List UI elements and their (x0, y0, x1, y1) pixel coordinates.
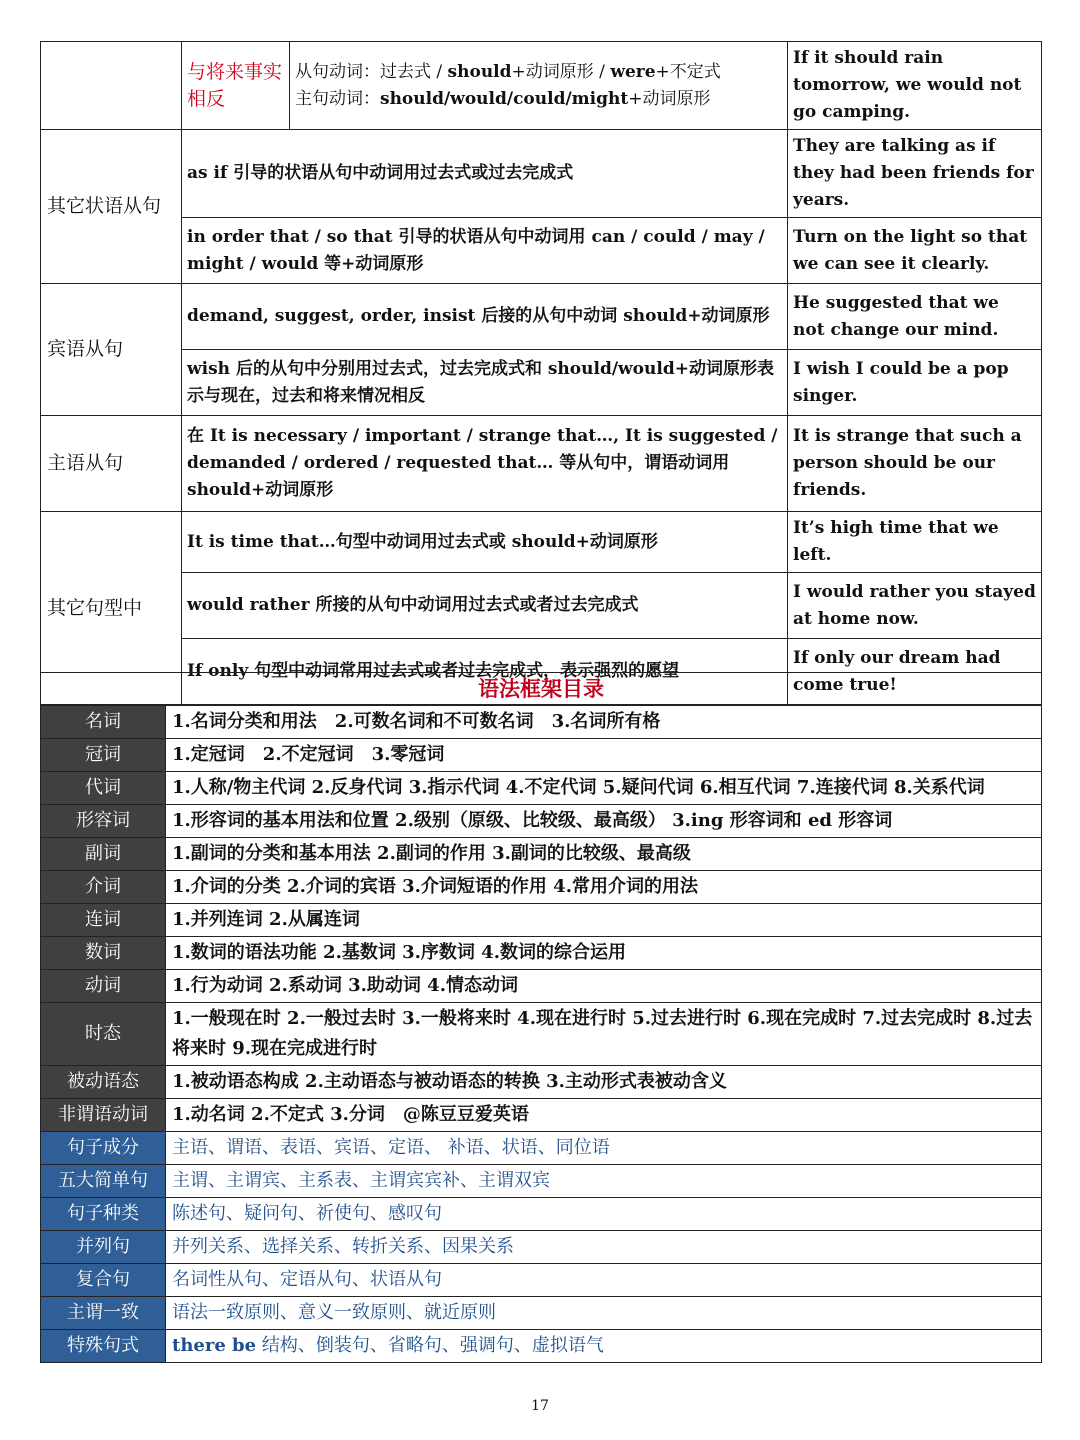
framework-content: 1.名词分类和用法 2.可数名词和不可数名词 3.名词所有格 (166, 706, 1042, 739)
framework-label: 数词 (41, 937, 166, 970)
framework-content: 主谓、主谓宾、主系表、主谓宾宾补、主谓双宾 (166, 1165, 1042, 1198)
table-row (41, 42, 1042, 130)
table-row (41, 838, 1042, 871)
rule-cell: demand, suggest, order, insist 后接的从句中动词 should+动词原形 (182, 284, 788, 350)
framework-content: 1.动名词 2.不定式 3.分词 @陈豆豆爱英语 (166, 1099, 1042, 1132)
table-row (41, 1264, 1042, 1297)
table-row (41, 937, 1042, 970)
framework-content: 1.人称/物主代词 2.反身代词 3.指示代词 4.不定代词 5.疑问代词 6.相互代词 7.连接代词 8.关系代词 (166, 772, 1042, 805)
framework-label: 复合句 (41, 1264, 166, 1297)
framework-label: 特殊句式 (41, 1330, 166, 1363)
framework-content: 1.行为动词 2.系动词 3.助动词 4.情态动词 (166, 970, 1042, 1003)
rule-cell: in order that / so that 引导的状语从句中动词用 can / could / may / might / would 等+动词原形 (182, 218, 788, 284)
sub-category-cell: 与将来事实相反 (182, 42, 290, 130)
rule-cell (290, 42, 788, 130)
grammar-framework-table (40, 672, 1042, 1363)
framework-label: 主谓一致 (41, 1297, 166, 1330)
framework-label: 连词 (41, 904, 166, 937)
table-row (41, 805, 1042, 838)
example-cell: If it should rain tomorrow, we would not go camping. (788, 42, 1042, 130)
framework-label: 名词 (41, 706, 166, 739)
table-row (41, 871, 1042, 904)
page-number: 17 (531, 1398, 549, 1414)
category-cell: 主语从句 (41, 416, 182, 512)
framework-content-bold: there be (172, 1335, 257, 1356)
table-row (41, 1297, 1042, 1330)
example-cell: Turn on the light so that we can see it clearly. (788, 218, 1042, 284)
table-row (41, 706, 1042, 739)
table-row (41, 350, 1042, 416)
framework-label: 五大简单句 (41, 1165, 166, 1198)
framework-label: 被动语态 (41, 1066, 166, 1099)
table-title-row (41, 673, 1042, 706)
table-row (41, 1165, 1042, 1198)
framework-label: 介词 (41, 871, 166, 904)
table-row (41, 416, 1042, 512)
framework-label: 句子种类 (41, 1198, 166, 1231)
table-row (41, 1066, 1042, 1099)
framework-content: 1.定冠词 2.不定冠词 3.零冠词 (166, 739, 1042, 772)
rule-cell: wish 后的从句中分别用过去式，过去完成式和 should/would+动词原形表示与现在，过去和将来情况相反 (182, 350, 788, 416)
framework-content: 陈述句、疑问句、祈使句、感叹句 (166, 1198, 1042, 1231)
rule-cell: If only 句型中动词常用过去式或者过去完成式，表示强烈的愿望 (182, 639, 788, 705)
example-cell: It is strange that such a person should be our friends. (788, 416, 1042, 512)
subjunctive-table (40, 41, 1042, 705)
framework-content: there be 结构、倒装句、省略句、强调句、虚拟语气 (166, 1330, 1042, 1363)
table-row (41, 772, 1042, 805)
rule-cell: would rather 所接的从句中动词用过去式或者过去完成式 (182, 573, 788, 639)
framework-content: 1.副词的分类和基本用法 2.副词的作用 3.副词的比较级、最高级 (166, 838, 1042, 871)
framework-content: 1.一般现在时 2.一般过去时 3.一般将来时 4.现在进行时 5.过去进行时 6.现在完成时 7.过去完成时 8.过去将来时 9.现在完成进行时 (166, 1003, 1042, 1066)
framework-content: 1.并列连词 2.从属连词 (166, 904, 1042, 937)
framework-content: 1.数词的语法功能 2.基数词 3.序数词 4.数词的综合运用 (166, 937, 1042, 970)
framework-content: 1.介词的分类 2.介词的宾语 3.介词短语的作用 4.常用介词的用法 (166, 871, 1042, 904)
table-row (41, 218, 1042, 284)
framework-label: 时态 (41, 1003, 166, 1066)
framework-label: 形容词 (41, 805, 166, 838)
framework-label: 非谓语动词 (41, 1099, 166, 1132)
framework-label: 副词 (41, 838, 166, 871)
rule-line: 从句动词：过去式 / should+动词原形 / were+不定式 (295, 61, 721, 82)
framework-title: 语法框架目录 (41, 673, 1042, 706)
table-row (41, 1099, 1042, 1132)
table-row (41, 1231, 1042, 1264)
framework-label: 句子成分 (41, 1132, 166, 1165)
category-cell: 其它句型中 (41, 512, 182, 705)
rule-line: 主句动词：should/would/could/might+动词原形 (295, 88, 711, 109)
framework-content: 1.形容词的基本用法和位置 2.级别（原级、比较级、最高级） 3.ing 形容词和 ed 形容词 (166, 805, 1042, 838)
category-cell-empty (41, 42, 182, 130)
framework-content: 并列关系、选择关系、转折关系、因果关系 (166, 1231, 1042, 1264)
category-cell: 其它状语从句 (41, 130, 182, 284)
framework-content: 名词性从句、定语从句、状语从句 (166, 1264, 1042, 1297)
table-row (41, 970, 1042, 1003)
framework-content: 1.被动语态构成 2.主动语态与被动语态的转换 3.主动形式表被动含义 (166, 1066, 1042, 1099)
example-cell: He suggested that we not change our mind. (788, 284, 1042, 350)
example-cell: I wish I could be a pop singer. (788, 350, 1042, 416)
example-cell: It’s high time that we left. (788, 512, 1042, 573)
framework-content: 主语、谓语、表语、宾语、定语、 补语、状语、同位语 (166, 1132, 1042, 1165)
table-row (41, 904, 1042, 937)
table-row (41, 739, 1042, 772)
rule-cell: 在 It is necessary / important / strange that…, It is suggested / demanded / ordered / requested that… 等从句中，谓语动词用 should+动词原形 (182, 416, 788, 512)
table-row (41, 130, 1042, 218)
example-cell: If only our dream had come true! (788, 639, 1042, 705)
framework-content: 语法一致原则、意义一致原则、就近原则 (166, 1297, 1042, 1330)
table-row (41, 1132, 1042, 1165)
table-row (41, 1003, 1042, 1066)
example-cell: They are talking as if they had been friends for years. (788, 130, 1042, 218)
table-row (41, 512, 1042, 573)
example-cell: I would rather you stayed at home now. (788, 573, 1042, 639)
table-row (41, 573, 1042, 639)
framework-label: 冠词 (41, 739, 166, 772)
table-row (41, 284, 1042, 350)
table-row (41, 1198, 1042, 1231)
framework-label: 代词 (41, 772, 166, 805)
table-row (41, 1330, 1042, 1363)
rule-cell: It is time that…句型中动词用过去式或 should+动词原形 (182, 512, 788, 573)
rule-cell: as if 引导的状语从句中动词用过去式或过去完成式 (182, 130, 788, 218)
framework-label: 并列句 (41, 1231, 166, 1264)
category-cell: 宾语从句 (41, 284, 182, 416)
framework-label: 动词 (41, 970, 166, 1003)
